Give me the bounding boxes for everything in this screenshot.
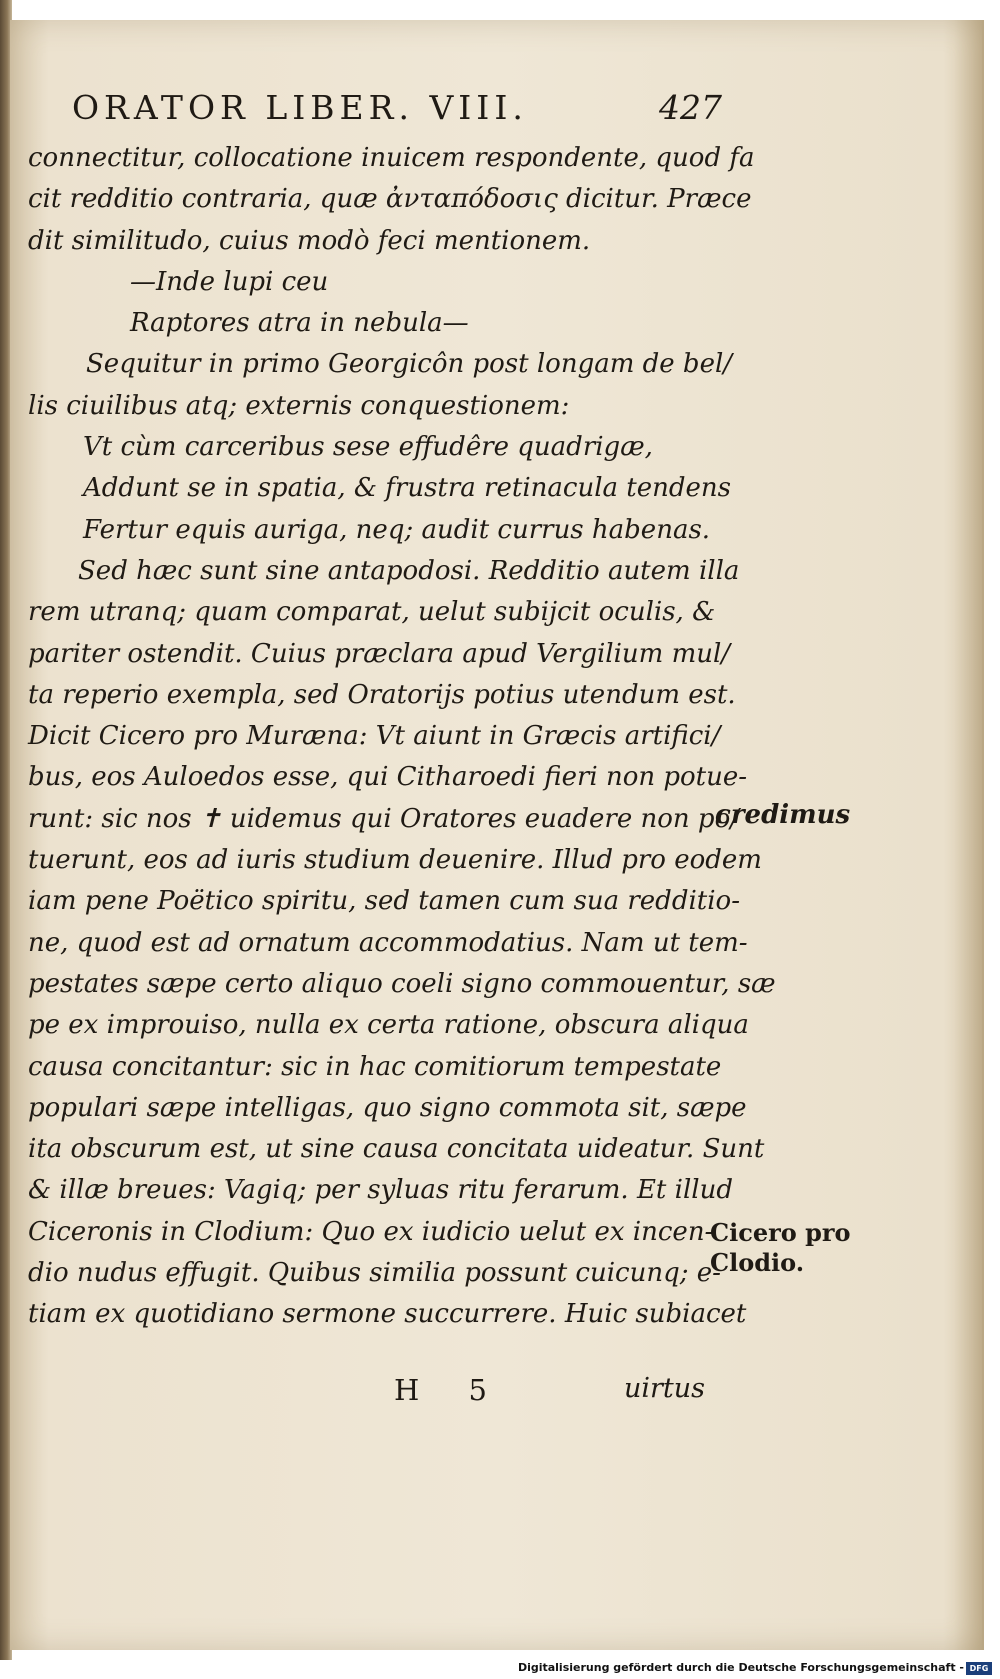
text-line: bus, eos Auloedos esse, qui Citharoedi fieri non potue- bbox=[28, 762, 748, 793]
text-line: populari sæpe intelligas, quo signo commota sit, sæpe bbox=[28, 1092, 747, 1123]
text-line: iam pene Poëtico spiritu, sed tamen cum sua redditio- bbox=[28, 886, 740, 917]
dfg-logo: DFG bbox=[966, 1662, 992, 1675]
margin-note-line: Clodio. bbox=[710, 1248, 805, 1277]
text-line: pestates sæpe certo aliquo coeli signo commouentur, sæ bbox=[28, 968, 776, 999]
text-line: & illæ breues: Vagiq; per syluas ritu ferarum. Et illud bbox=[28, 1175, 733, 1206]
text-line: Dicit Cicero pro Muræna: Vt aiunt in Græcis artifici/ bbox=[28, 721, 721, 752]
running-head: ORATOR LIBER. VIII. bbox=[72, 88, 528, 127]
verse-line: Fertur equis auriga, neq; audit currus habenas. bbox=[83, 514, 711, 545]
text-line: Sed hæc sunt sine antapodosi. Redditio autem illa bbox=[78, 555, 740, 586]
text-line: runt: sic nos ✝ uidemus qui Oratores euadere non po/ bbox=[28, 803, 739, 834]
text-line: pariter ostendit. Cuius præclara apud Vergilium mul/ bbox=[28, 638, 731, 669]
text-line: pe ex improuiso, nulla ex certa ratione, obscura aliqua bbox=[28, 1010, 749, 1041]
margin-note-credimus: credimus bbox=[715, 800, 851, 830]
margin-note-cicero bbox=[710, 1218, 851, 1278]
text-line: rem utranq; quam comparat, uelut subijcit oculis, & bbox=[28, 597, 716, 628]
page-header bbox=[72, 88, 722, 132]
verse-line: Raptores atra in nebula— bbox=[130, 308, 469, 339]
catchword: uirtus bbox=[624, 1373, 706, 1404]
text-line: tuerunt, eos ad iuris studium deuenire. Illud pro eodem bbox=[28, 845, 762, 876]
verse-line: Addunt se in spatia, & frustra retinacula tendens bbox=[83, 473, 731, 504]
verse-line: —Inde lupi ceu bbox=[130, 266, 329, 297]
text-line: Sequitur in primo Georgicôn post longam de bel/ bbox=[86, 349, 733, 380]
text-line: connectitur, collocatione inuicem respondente, quod fa bbox=[28, 143, 755, 173]
credit-text: Digitalisierung gefördert durch die Deutsche Forschungsgemeinschaft - bbox=[517, 1661, 964, 1674]
text-line: tiam ex quotidiano sermone succurrere. Huic subiacet bbox=[28, 1299, 747, 1330]
text-line: dio nudus effugit. Quibus similia possunt cuicunq; e- bbox=[28, 1258, 721, 1289]
verse-line: Vt cùm carceribus sese effudêre quadrigæ, bbox=[83, 432, 653, 463]
text-line: ta reperio exempla, sed Oratorijs potius utendum est. bbox=[28, 679, 736, 710]
text-line: Ciceronis in Clodium: Quo ex iudicio uelut ex incen- bbox=[28, 1216, 714, 1247]
text-line: ne, quod est ad ornatum accommodatius. Nam ut tem- bbox=[28, 927, 748, 958]
margin-note-line: Cicero pro bbox=[710, 1218, 851, 1247]
text-line: ita obscurum est, ut sine causa concitata uideatur. Sunt bbox=[28, 1134, 765, 1165]
page-number: 427 bbox=[659, 88, 722, 127]
signature-mark: H 5 bbox=[394, 1373, 507, 1407]
text-line: lis ciuilibus atq; externis conquestionem: bbox=[28, 390, 570, 421]
text-line: causa concitantur: sic in hac comitiorum tempestate bbox=[28, 1051, 722, 1082]
text-line: dit similitudo, cuius modò feci mentionem. bbox=[28, 225, 591, 256]
text-line: cit redditio contraria, quæ ἀνταπόδοσις dicitur. Præce bbox=[28, 184, 752, 215]
